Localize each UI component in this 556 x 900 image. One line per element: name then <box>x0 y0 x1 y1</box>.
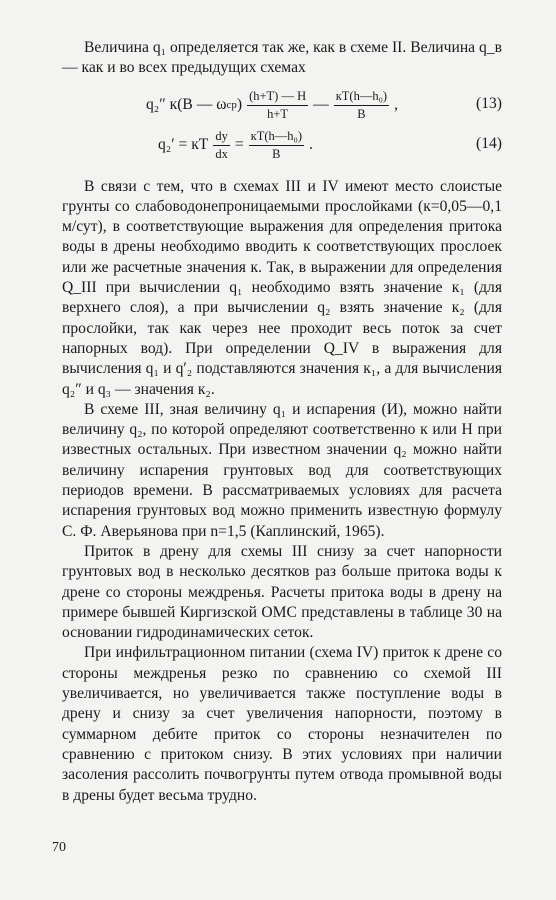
formula-14-frac2-top: кT(h—h₀) <box>249 129 304 146</box>
formula-14-number: (14) <box>476 134 502 152</box>
formula-13-frac1 <box>247 89 308 122</box>
formula-14-frac2-bot: B <box>272 146 281 161</box>
paragraph-infiltration: При инфильтрационном питании (схема IV) приток к дрене со стороны междренья резко по сравнению со схемой III увеличивается, но увеличивается также поступление воды в дрену и снизу за счет увеличения напорности, поэтому в суммарном дебите приток со стороны незначителен по сравнению с притоком снизу. В этих условиях при наличии засоления рассолить почвогрунты путем отвода промывной воды в дрены будет весьма трудно. <box>62 644 502 804</box>
formula-14-frac1-bot: dx <box>215 146 228 161</box>
formula-13-close: ) <box>236 96 243 114</box>
page-number: 70 <box>52 840 66 855</box>
formula-13 <box>62 83 502 123</box>
formula-13-lhs: q₂″ <box>146 96 166 114</box>
paragraph-scheme-three: В схеме III, зная величину q₁ и испарения (И), можно найти величину q₂, по которой определяют соответственно к или H при известных остальных. При известном значении q₂ можно найти величину испарения грунтовых вод для соответствующих периодов времени. В рассматриваемых условиях для расчета испарения грунтовых вод можно применить известную формулу С. Ф. Аверьянова при n=1,5 (Каплинский, 1965). <box>62 400 502 540</box>
formula-14-frac2 <box>249 129 304 162</box>
formula-14 <box>62 123 502 163</box>
formula-13-frac2-top: кT(h—h₀) <box>334 89 389 106</box>
formula-13-frac2 <box>334 89 389 122</box>
formula-14-tail: . <box>309 136 313 154</box>
formula-13-sub: ср <box>226 99 237 112</box>
formula-13-frac2-bot: B <box>357 106 366 121</box>
formula-13-number: (13) <box>476 94 502 112</box>
formula-13-frac1-bot: h+T <box>267 106 289 121</box>
formula-13-minus: — <box>313 96 329 114</box>
paragraph-drain-inflow: Приток в дрену для схемы III снизу за счет напорности грунтовых вод в несколько десятков раз больше притока воды к дрене со стороны междренья. Расчеты притока воды в дрену на примере бывшей Киргизской ОМС представлены в таблице 30 на основании гидродинамических сеток. <box>62 542 502 642</box>
formula-14-lhs: q₂′ = кT <box>158 136 209 154</box>
formula-13-tail: , <box>394 96 399 114</box>
formula-14-frac1-top: dy <box>213 129 230 146</box>
formula-13-frac1-top: (h+T) — H <box>247 89 308 106</box>
formula-14-frac1 <box>213 129 230 162</box>
intro-paragraph: Величина q₁ определяется так же, как в схеме II. Величина q_в — как и во всех предыдущих схемах <box>62 39 502 77</box>
paragraph-layered-soils: В связи с тем, что в схемах III и IV имеют место слоистые грунты со слабоводонепроницаемыми прослойками (к=0,05—0,1 м/сут), в соответствующие выражения для определения притока воды в дрены необходимо вводить к соответствующих прослоек или же расчетные значения к. Так, в выражении для определения Q_III при вычислении q₁ необходимо взять значение к₁ (для верхнего слоя), а при вычислении q₂ взять значение к₂ (для прослойки, так как через нее проходит весь поток за счет напорных вод). При определении Q_IV в выражения для вычисления q₁ и q′₂ подставляются значения к₁, а для вычисления q₂″ и q₃ — значения к₂. <box>62 177 502 398</box>
formula-14-eq: = <box>234 136 244 154</box>
page-body <box>62 38 502 806</box>
formula-13-expr: к(B — ω <box>169 96 227 114</box>
